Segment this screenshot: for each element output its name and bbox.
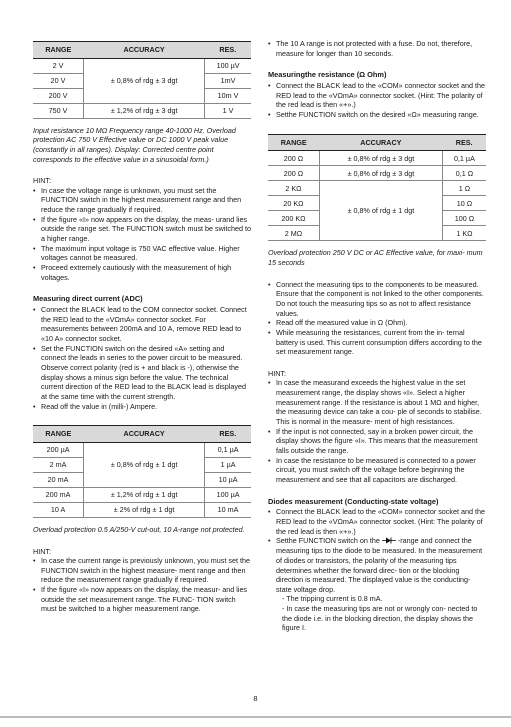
hint-list [33,186,251,282]
table-row [268,151,486,166]
hint-title: HINT: [33,176,51,186]
diode-text-pre: Setthe FUNCTION switch on the [276,536,380,546]
res-cell: 100 µV [205,58,251,73]
table-row [33,103,251,118]
accuracy-cell: ± 1,2% of rdg ± 3 dgt [84,103,205,118]
page-number: 8 [253,694,258,703]
list-subitem: - In case the measuring tips are not or wrongly con- nected to the diode i.e. in the blocking direction, the display shows the figure I. [282,604,478,633]
list-item: • Proceed extremely cautiously with the measurement of high voltages. [33,263,251,282]
diode-text-post: -range and connect the measuring tips to the diode to be measured. In the measurement of diodes or transistors, the polarity of the measuring tips determines whether the forward direc- tion or the blocking direction is measured. The displayed value is the conducting-state voltage drop. [276,536,483,594]
res-cell: 1 KΩ [442,226,486,241]
res-cell: 10m V [205,88,251,103]
hint-title: HINT: [268,368,286,378]
warning-list [268,39,486,58]
table-header: RES. [205,426,251,443]
table-header: RANGE [33,42,84,59]
left-column [33,41,251,614]
res-cell: 1 µA [205,457,251,472]
section-heading: Diodes measurement (Conducting-state voltage) [268,496,439,506]
list-subitem: - The tripping current is 0.8 mA. [282,594,383,604]
list-item: • In case the voltage range is unknown, you must set the FUNCTION switch in the highest measurement range and then reduce the range gradually if required. [33,186,251,215]
res-cell: 1 V [205,103,251,118]
range-cell: 200 KΩ [268,211,319,226]
current-note: Overload protection 0.5 A/250-V cut-out, 10 A-range not protected. [33,524,245,534]
accuracy-cell: ± 0,8% of rdg ± 1 dgt [84,442,205,487]
table-header: RES. [442,134,486,151]
list-item: • Connect the BLACK lead to the COM connector socket. Connect the RED lead to the «VΩmA» connector socket. For measurements between 200mA and 10 A, remove RED lead to «10 A» connector socket. [33,305,251,344]
list-item: • If the figure «I» now appears on the display, the meas- urand lies outside the range set. The FUNCTION switch must be switched to a higher range. [33,215,251,244]
res-cell: 0,1 µA [442,151,486,166]
range-cell: 200 Ω [268,166,319,181]
current-table [33,425,251,518]
hint-list [268,378,486,484]
accuracy-cell: ± 2% of rdg ± 1 dgt [84,502,205,517]
list-item: • Connect the measuring tips to the components to be measured. Ensure that the component is not linked to the other components. Do not touch the measuring tips so as not to affect resistance values. [268,280,486,319]
resistance-table [268,134,486,242]
list-item: • The maximum input voltage is 750 VAC effective value. Higher voltages cannot be measured. [33,244,251,263]
table-row [33,487,251,502]
range-cell: 2 KΩ [268,181,319,196]
resistance-note: Overload protection 250 V DC or AC Effective value, for maxi- mum 15 seconds [268,248,483,268]
accuracy-cell: ± 0,8% of rdg ± 3 dgt [319,166,442,181]
hint-list [33,556,251,614]
range-cell: 10 A [33,502,84,517]
table-row [268,166,486,181]
instruction-list [268,280,486,357]
list-item: • In case the resistance to be measured is connected to a power circuit, you must switch off the voltage before beginning the measurement and see that all capacitors are discharged. [268,456,486,485]
table-header: RANGE [268,134,319,151]
right-column [268,39,486,633]
accuracy-cell: ± 0,8% of rdg ± 3 dgt [319,151,442,166]
list-item: • Set the FUNCTION switch on the desired «A» setting and connect the leads in series to the power circuit to be measured. Observe correct polarity (red is + and black is -), otherwise the display shows a minus sign before the value. The technical current direction of the RED lead to the BLACK lead is displayed at the same time with the current strength. [33,344,251,402]
list-item: • While measuring the resistances, current from the in- ternal battery is used. This current consumption differs according to the set measurement range. [268,328,486,357]
list-item: • Connect the BLACK lead to the «COM» connector socket and the RED lead to the «VΩmA» connector socket. (Hint: The polarity of the red lead is then «+».) [268,507,486,536]
accuracy-cell: ± 1,2% of rdg ± 1 dgt [84,487,205,502]
list-item: • The 10 A range is not protected with a fuse. Do not, therefore, measure for longer than 10 seconds. [268,39,486,58]
table-row [268,181,486,196]
list-item: • Read off the value in (milli-) Ampere. [33,402,251,412]
table-header: RES. [205,42,251,59]
res-cell: 0,1 Ω [442,166,486,181]
accuracy-cell: ± 0,8% of rdg ± 1 dgt [319,181,442,241]
section-heading: Measuring direct current (ADC) [33,294,143,304]
instruction-list [268,81,486,120]
instruction-list [268,507,486,633]
table-row [33,58,251,73]
range-cell: 200 Ω [268,151,319,166]
list-item: • If the figure «I» now appears on the display, the measur- and lies outside the set measurement range. The FUNC- TION switch must be switched to a higher measurement range. [33,585,251,614]
res-cell: 100 Ω [442,211,486,226]
section-heading: Measuringthe resistance (Ω Ohm) [268,70,387,80]
list-item: • Setthe FUNCTION switch on the desired «Ω» measuring range. [268,110,486,120]
range-cell: 20 mA [33,472,84,487]
res-cell: 0,1 µA [205,442,251,457]
res-cell: 100 µA [205,487,251,502]
range-cell: 2 mA [33,457,84,472]
list-item: • In case the measurand exceeds the highest value in the set measurement range, the display shows «I». Select a higher measurement range. If the resistance is about 1 MΩ and higher, the measuring device can take a cou- ple of seconds to stabilise. This is normal in the measure- ment of high resistances. [268,378,486,426]
table-header: RANGE [33,426,84,443]
range-cell: 2 MΩ [268,226,319,241]
res-cell: 1 Ω [442,181,486,196]
range-cell: 2 V [33,58,84,73]
accuracy-cell: ± 0,8% of rdg ± 3 dgt [84,58,205,103]
voltage-table [33,41,251,119]
list-item: • Read off the measured value in Ω (Ohm). [268,318,486,328]
list-item [268,536,486,594]
range-cell: 20 V [33,73,84,88]
res-cell: 1mV [205,73,251,88]
range-cell: 200 mA [33,487,84,502]
range-cell: 200 V [33,88,84,103]
range-cell: 20 KΩ [268,196,319,211]
list-item: • If the input is not connected, say in a broken power circuit, the display shows the figure «I». This means that the measurement falls outside the range. [268,427,486,456]
table-row [33,442,251,457]
range-cell: 200 µA [33,442,84,457]
table-row [33,502,251,517]
hint-title: HINT: [33,546,51,556]
res-cell: 10 mA [205,502,251,517]
range-cell: 750 V [33,103,84,118]
res-cell: 10 µA [205,472,251,487]
voltage-note: Input resistance 10 MΩ Frequency range 40-1000 Hz. Overload protection AC 750 V Effective value or DC 1000 V peak value (constantly in all ranges). Display: Corrected centre point corresponds to the effective value in a sinusoidal form.) [33,125,236,164]
diode-icon [382,537,396,547]
list-item: • In case the current range is previously unknown, you must set the FUNCTION switch in the highest measure- ment range and then reduce the measurement range gradually if required. [33,556,251,585]
res-cell: 10 Ω [442,196,486,211]
table-header: ACCURACY [84,42,205,59]
instruction-list [33,305,251,411]
table-header: ACCURACY [319,134,442,151]
list-item: • Connect the BLACK lead to the «COM» connector socket and the RED lead to the «VΩmA» connector socket. (Hint: The polarity of the red lead is then «+».) [268,81,486,110]
footer-rule [0,716,511,718]
table-header: ACCURACY [84,426,205,443]
